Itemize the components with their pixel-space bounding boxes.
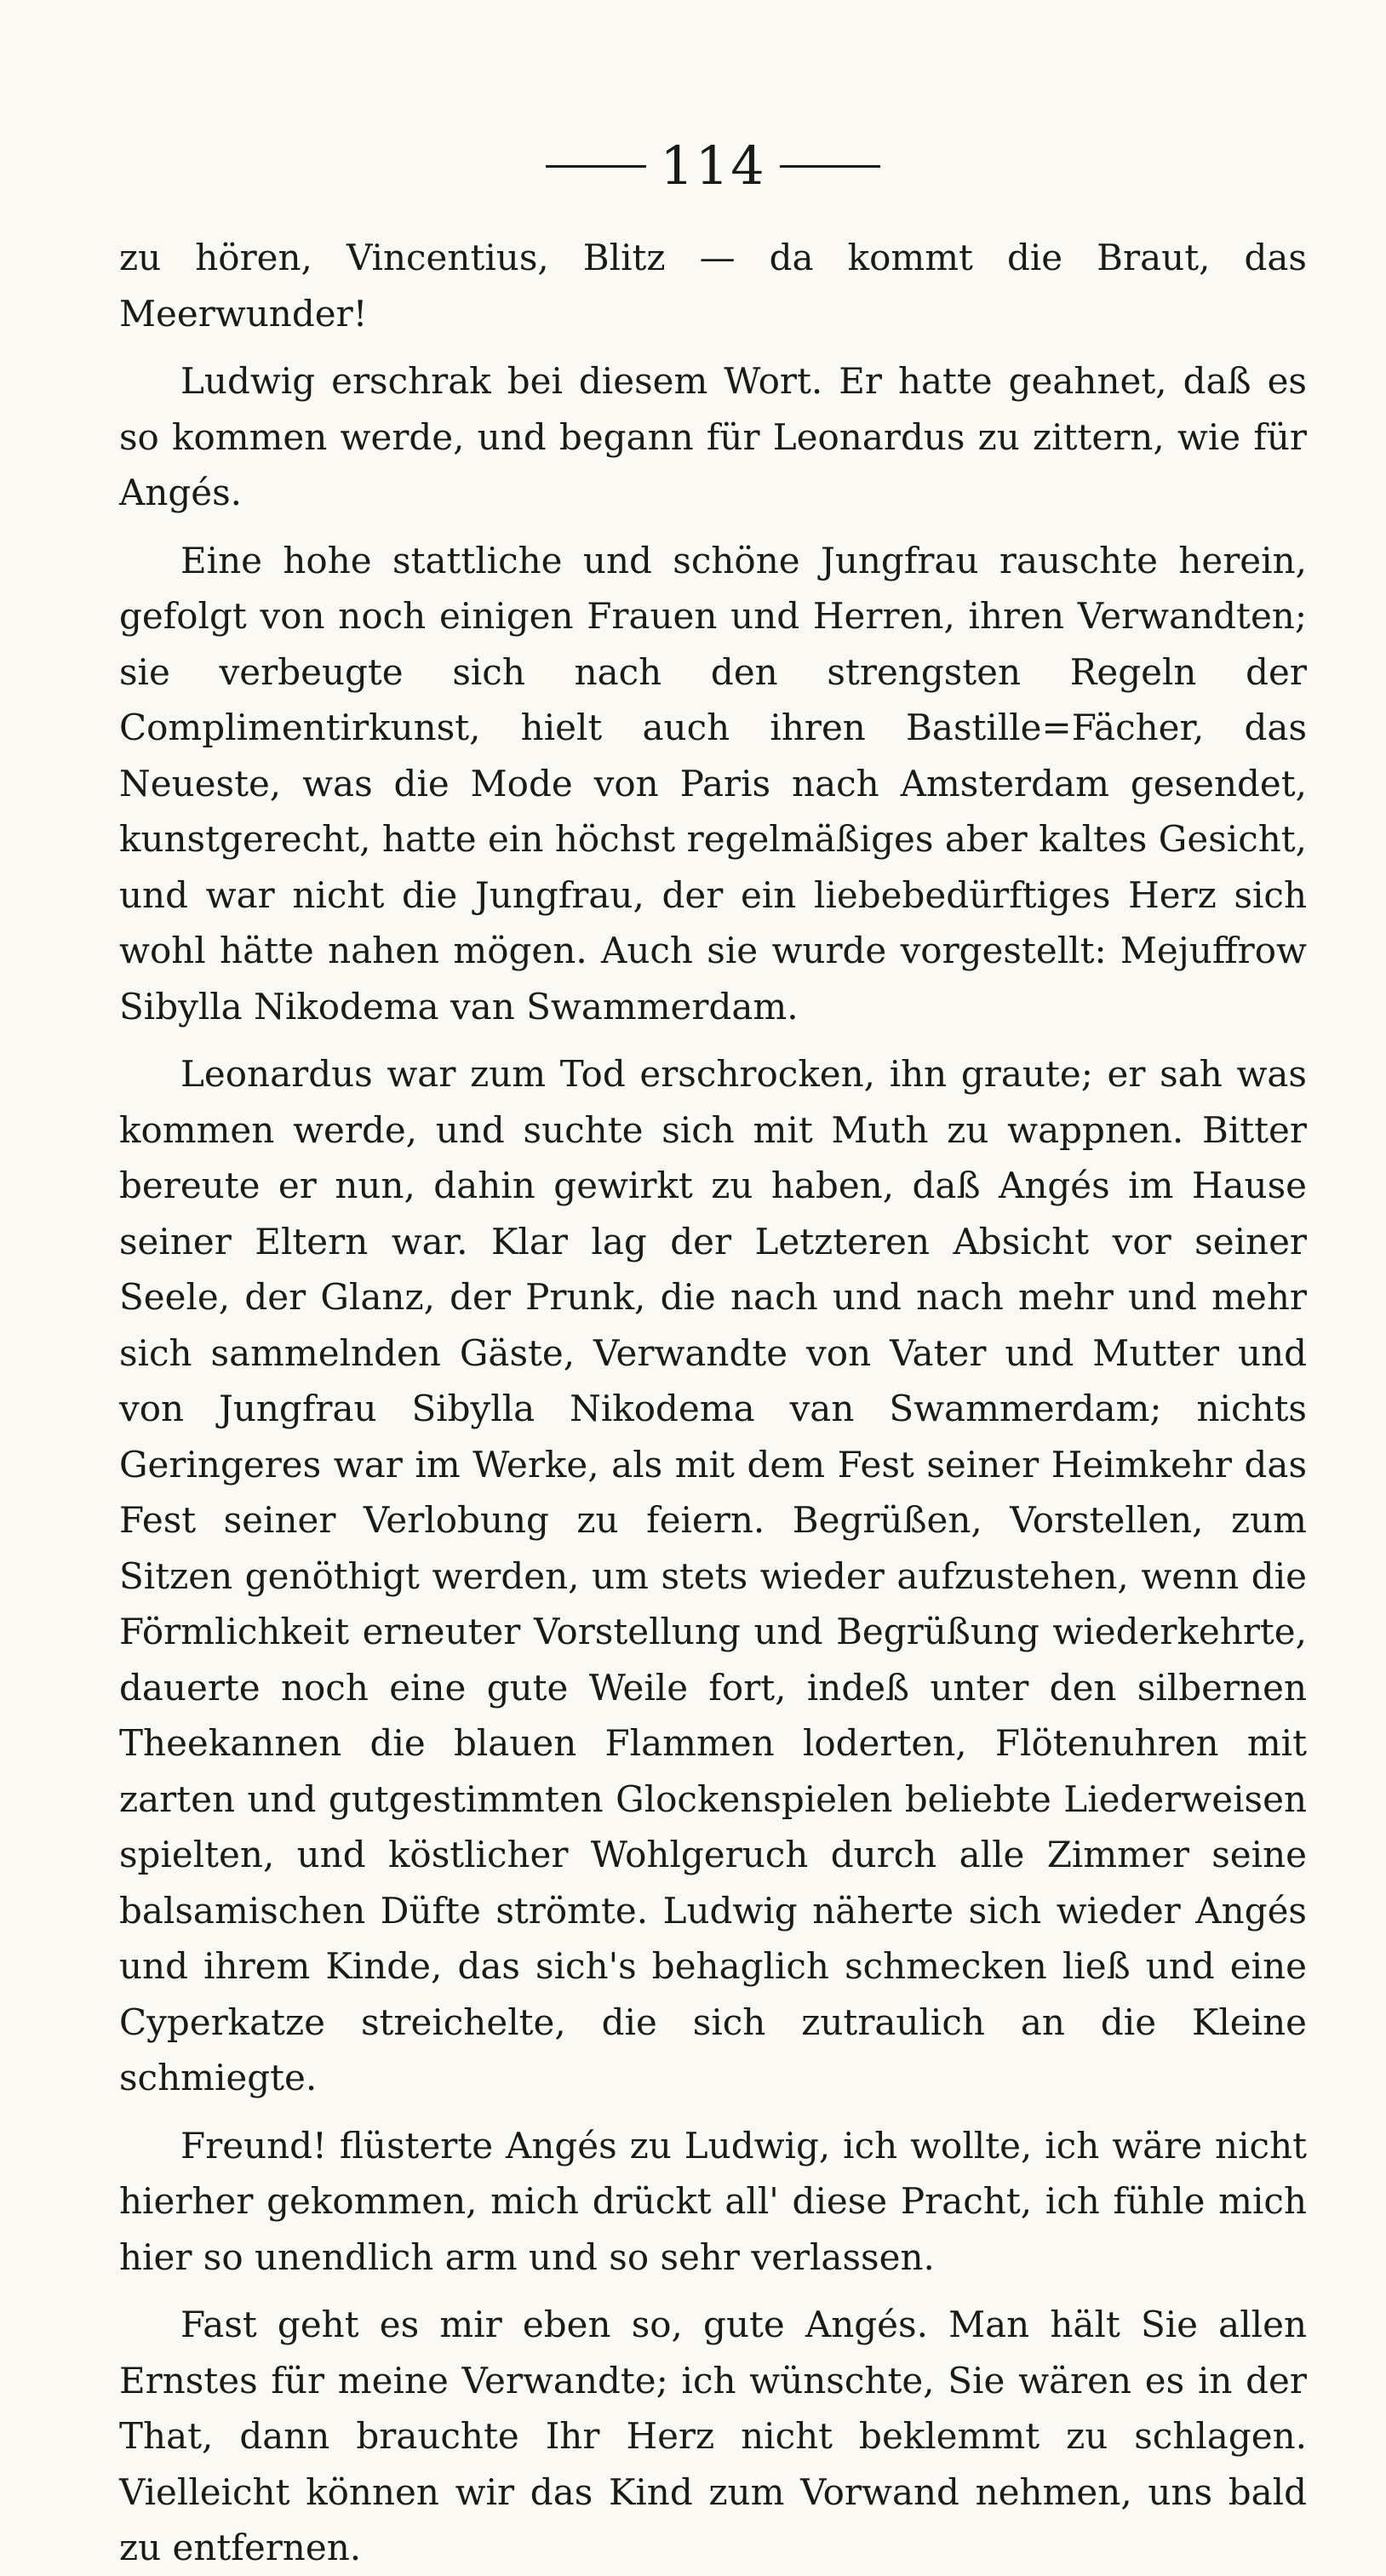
page-number: 114	[660, 135, 766, 197]
book-page	[119, 128, 1307, 2568]
header-rule-left	[546, 165, 646, 168]
page-header	[119, 128, 1307, 204]
paragraph: Fast geht es mir eben so, gute Angés. Man hält Sie allen Ernstes für meine Verwandte; ich wünschte, Sie wären es in der That, dann brauchte Ihr Herz nicht beklemmt zu schlagen. Vielleicht können wir das Kind zum Vorwand nehmen, uns bald zu entfernen.	[119, 2304, 1307, 2568]
paragraph: Leonardus war zum Tod erschrocken, ihn graute; er sah was kommen werde, und suchte sich mit Muth zu wappnen. Bitter bereute er nun, dahin gewirkt zu haben, daß Angés im Hause seiner Eltern war. Klar lag der Letzteren Absicht vor seiner Seele, der Glanz, der Prunk, die nach und nach mehr und mehr sich sammelnden Gäste, Verwandte von Vater und Mutter und von Jungfrau Sibylla Nikodema van Swammerdam; nichts Geringeres war im Werke, als mit dem Fest seiner Heimkehr das Fest seiner Verlobung zu feiern. Begrüßen, Vorstellen, zum Sitzen genöthigt werden, um stets wieder aufzustehen, wenn die Förmlichkeit erneuter Vorstellung und Begrüßung wiederkehrte, dauerte noch eine gute Weile fort, indeß unter den silbernen Theekannen die blauen Flammen loderten, Flötenuhren mit zarten und gutgestimmten Glockenspielen beliebte Liederweisen spielten, und köstlicher Wohlgeruch durch alle Zimmer seine balsamischen Düfte strömte. Ludwig näherte sich wieder Angés und ihrem Kinde, das sich's behaglich schmecken ließ und eine Cyperkatze streichelte, die sich zutraulich an die Kleine schmiegte.	[119, 1053, 1307, 2098]
paragraph: Eine hohe stattliche und schöne Jungfrau rauschte herein, gefolgt von noch einigen Frauen und Herren, ihren Verwandten; sie verbeugte sich nach den strengsten Regeln der Complimentirkunst, hielt auch ihren Bastille=Fächer, das Neueste, was die Mode von Paris nach Amsterdam gesendet, kunstgerecht, hatte ein höchst regelmäßiges aber kaltes Gesicht, und war nicht die Jungfrau, der ein liebebedürftiges Herz sich wohl hätte nahen mögen. Auch sie wurde vorgestellt: Mejuffrow Sibylla Nikodema van Swammerdam.	[119, 539, 1307, 1028]
paragraph: Freund! flüsterte Angés zu Ludwig, ich wollte, ich wäre nicht hierher gekommen, mich drückt all' diese Pracht, ich fühle mich hier so unendlich arm und so sehr verlassen.	[119, 2124, 1307, 2278]
paragraph: zu hören, Vincentius, Blitz — da kommt die Braut, das Meerwunder!	[119, 237, 1307, 335]
paragraph: Ludwig erschrak bei diesem Wort. Er hatte geahnet, daß es so kommen werde, und begann für Leonardus zu zittern, wie für Angés.	[119, 360, 1307, 513]
page-body	[119, 230, 1307, 2576]
header-rule-right	[780, 165, 880, 168]
